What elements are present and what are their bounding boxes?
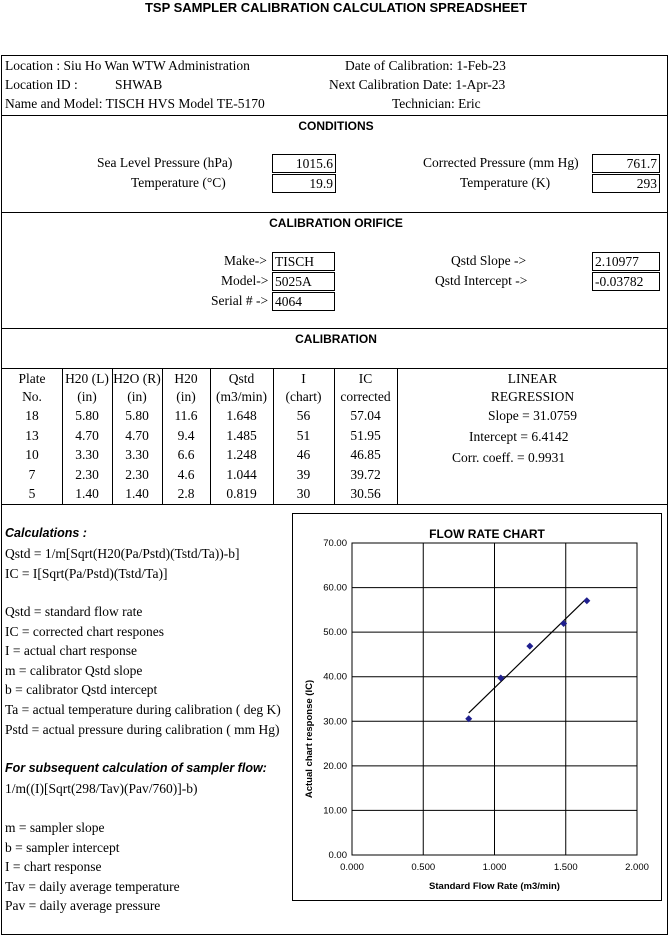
header-ic: IC <box>358 371 373 386</box>
h20-left-cell: 3.30 <box>75 447 99 462</box>
corrected-pressure-value: 761.7 <box>592 154 660 173</box>
y-tick-label: 0.00 <box>328 850 347 861</box>
divider <box>1 328 668 329</box>
h20-left-cell: 5.80 <box>75 408 99 423</box>
qstd-cell: 1.648 <box>226 408 257 423</box>
data-point <box>497 674 504 681</box>
calculations-heading: Calculations : <box>5 526 87 540</box>
header-h20-left: H20 (L) <box>65 371 109 386</box>
header-qstd: Qstd <box>228 371 255 386</box>
regression-slope: Slope = 31.0759 <box>488 408 577 423</box>
data-point <box>583 597 590 604</box>
definition-line: m = calibrator Qstd slope <box>5 662 143 678</box>
location-id-value: SHWAB <box>115 77 163 92</box>
divider <box>1 115 668 116</box>
qstd-slope-label: Qstd Slope -> <box>451 253 527 268</box>
orifice-heading: CALIBRATION ORIFICE <box>269 216 403 230</box>
ic-cell: 51.95 <box>350 427 381 443</box>
i-cell: 51 <box>296 427 311 443</box>
header-h20-left-unit: (in) <box>77 389 97 404</box>
header-plate-unit: No. <box>22 389 42 404</box>
page-title: TSP SAMPLER CALIBRATION CALCULATION SPREADSHEET <box>144 0 528 15</box>
plate-cell: 13 <box>25 427 39 443</box>
h20-left-cell: 4.70 <box>75 427 99 443</box>
temperature-c-value: 19.9 <box>272 174 336 193</box>
make-label: Make-> <box>224 253 267 268</box>
formula-ic: IC = I[Sqrt(Pa/Pstd)(Tstd/Ta)] <box>5 566 168 581</box>
corrected-pressure-label: Corrected Pressure (mm Hg) <box>423 155 579 170</box>
ic-cell: 57.04 <box>350 408 381 423</box>
regression-subtitle: REGRESSION <box>490 389 575 404</box>
y-tick-label: 60.00 <box>323 582 347 594</box>
qstd-cell: 1.044 <box>226 466 257 482</box>
h20-cell: 4.6 <box>177 466 195 482</box>
date-of-calibration: Date of Calibration: 1-Feb-23 <box>345 58 506 73</box>
header-h2o-right-unit: (in) <box>127 389 147 404</box>
y-tick-label: 50.00 <box>323 627 347 639</box>
technician: Technician: Eric <box>392 96 481 111</box>
regression-corr-coeff: Corr. coeff. = 0.9931 <box>452 450 566 465</box>
sea-level-pressure-value: 1015.6 <box>272 154 336 173</box>
x-tick-label: 0.500 <box>411 862 436 873</box>
sea-level-pressure-label: Sea Level Pressure (hPa) <box>97 155 233 170</box>
divider <box>1 212 668 213</box>
regression-title: LINEAR <box>507 371 558 386</box>
header-i: I <box>301 371 306 386</box>
model-value: 5025A <box>272 272 335 291</box>
i-cell: 30 <box>296 486 311 501</box>
h20-left-cell: 1.40 <box>75 486 99 501</box>
x-tick-label: 1.500 <box>553 862 578 873</box>
plate-cell: 18 <box>25 408 39 423</box>
serial-value: 4064 <box>272 292 335 311</box>
flow-rate-chart <box>292 513 662 901</box>
y-tick-label: 30.00 <box>323 716 347 728</box>
header-i-unit: (chart) <box>285 389 322 404</box>
temperature-c-label: Temperature (°C) <box>131 175 226 190</box>
serial-label: Serial # -> <box>211 293 269 308</box>
plate-cell: 10 <box>25 447 39 462</box>
location-text: Location : Siu Ho Wan WTW Administration <box>5 58 250 73</box>
h20-cell: 9.4 <box>177 427 195 443</box>
name-model-text: Name and Model: TISCH HVS Model TE-5170 <box>5 96 265 111</box>
h2o-right-cell: 3.30 <box>125 447 149 462</box>
subsequent-formula: 1/m((I)[Sqrt(298/Tav)(Pav/760)]-b) <box>5 781 198 796</box>
qstd-cell: 1.485 <box>226 427 257 443</box>
x-axis-label: Standard Flow Rate (m3/min) <box>429 881 560 892</box>
conditions-heading: CONDITIONS <box>298 119 374 133</box>
definition-line: b = calibrator Qstd intercept <box>5 682 158 698</box>
x-tick-label: 0.000 <box>340 862 364 873</box>
i-cell: 39 <box>296 466 311 482</box>
y-tick-label: 20.00 <box>323 760 347 772</box>
definition-line: IC = corrected chart respones <box>5 623 165 639</box>
h2o-right-cell: 4.70 <box>125 427 149 443</box>
qstd-cell: 1.248 <box>226 447 257 462</box>
definition-line: Ta = actual temperature during calibration ( deg K) <box>5 702 281 717</box>
h2o-right-cell: 2.30 <box>125 466 149 482</box>
y-tick-label: 10.00 <box>323 805 347 817</box>
h2o-right-cell: 1.40 <box>125 486 149 501</box>
x-tick-label: 2.000 <box>625 862 649 873</box>
definition-line: I = actual chart response <box>5 643 138 659</box>
h2o-right-cell: 5.80 <box>125 408 149 423</box>
plate-cell: 7 <box>28 466 36 482</box>
header-qstd-unit: (m3/min) <box>216 389 267 404</box>
divider <box>1 504 668 505</box>
qstd-intercept-value: -0.03782 <box>592 272 660 291</box>
header-h20: H20 <box>174 371 198 386</box>
model-label: Model-> <box>221 273 269 288</box>
regression-intercept: Intercept = 6.4142 <box>469 429 569 444</box>
temperature-k-label: Temperature (K) <box>460 175 551 190</box>
i-cell: 56 <box>296 408 311 423</box>
header-h2o-right: H2O (R) <box>113 371 161 386</box>
qstd-cell: 0.819 <box>226 486 257 501</box>
formula-qstd: Qstd = 1/m[Sqrt(H20(Pa/Pstd)(Tstd/Ta))-b] <box>5 546 240 561</box>
ic-cell: 30.56 <box>350 486 381 501</box>
y-axis-label: Actual chart response (IC) <box>304 679 315 799</box>
definition-line: Pstd = actual pressure during calibration ( mm Hg) <box>5 721 280 737</box>
next-calibration-date: Next Calibration Date: 1-Apr-23 <box>329 77 506 92</box>
x-tick-label: 1.000 <box>482 862 507 873</box>
definition-line: Qstd = standard flow rate <box>5 604 143 619</box>
i-cell: 46 <box>296 447 311 462</box>
ic-cell: 46.85 <box>350 447 381 462</box>
location-id-label: Location ID : <box>5 77 78 92</box>
trendline <box>469 598 587 713</box>
header-plate: Plate <box>18 371 46 386</box>
chart-title: FLOW RATE CHART <box>429 527 545 541</box>
h20-cell: 2.8 <box>177 486 195 501</box>
y-tick-label: 40.00 <box>323 671 347 683</box>
plate-cell: 5 <box>28 486 36 501</box>
qstd-slope-value: 2.10977 <box>592 252 660 271</box>
temperature-k-value: 293 <box>592 174 660 193</box>
ic-cell: 39.72 <box>350 466 381 482</box>
h20-cell: 6.6 <box>177 447 195 462</box>
y-tick-label: 70.00 <box>323 538 347 549</box>
header-h20-unit: (in) <box>176 389 196 404</box>
qstd-intercept-label: Qstd Intercept -> <box>435 273 528 288</box>
data-point <box>526 643 533 650</box>
h20-cell: 11.6 <box>174 408 198 423</box>
subsequent-definition-line: I = chart response <box>5 859 102 875</box>
subsequent-heading: For subsequent calculation of sampler flow: <box>5 761 267 775</box>
subsequent-definition-line: Tav = daily average temperature <box>5 878 180 894</box>
subsequent-definition-line: Pav = daily average pressure <box>5 898 161 914</box>
h20-left-cell: 2.30 <box>75 466 99 482</box>
header-ic-unit: corrected <box>340 389 391 404</box>
calibration-heading: CALIBRATION <box>295 332 377 346</box>
subsequent-definition-line: m = sampler slope <box>5 820 105 835</box>
subsequent-definition-line: b = sampler intercept <box>5 839 120 855</box>
make-value: TISCH <box>272 252 335 271</box>
